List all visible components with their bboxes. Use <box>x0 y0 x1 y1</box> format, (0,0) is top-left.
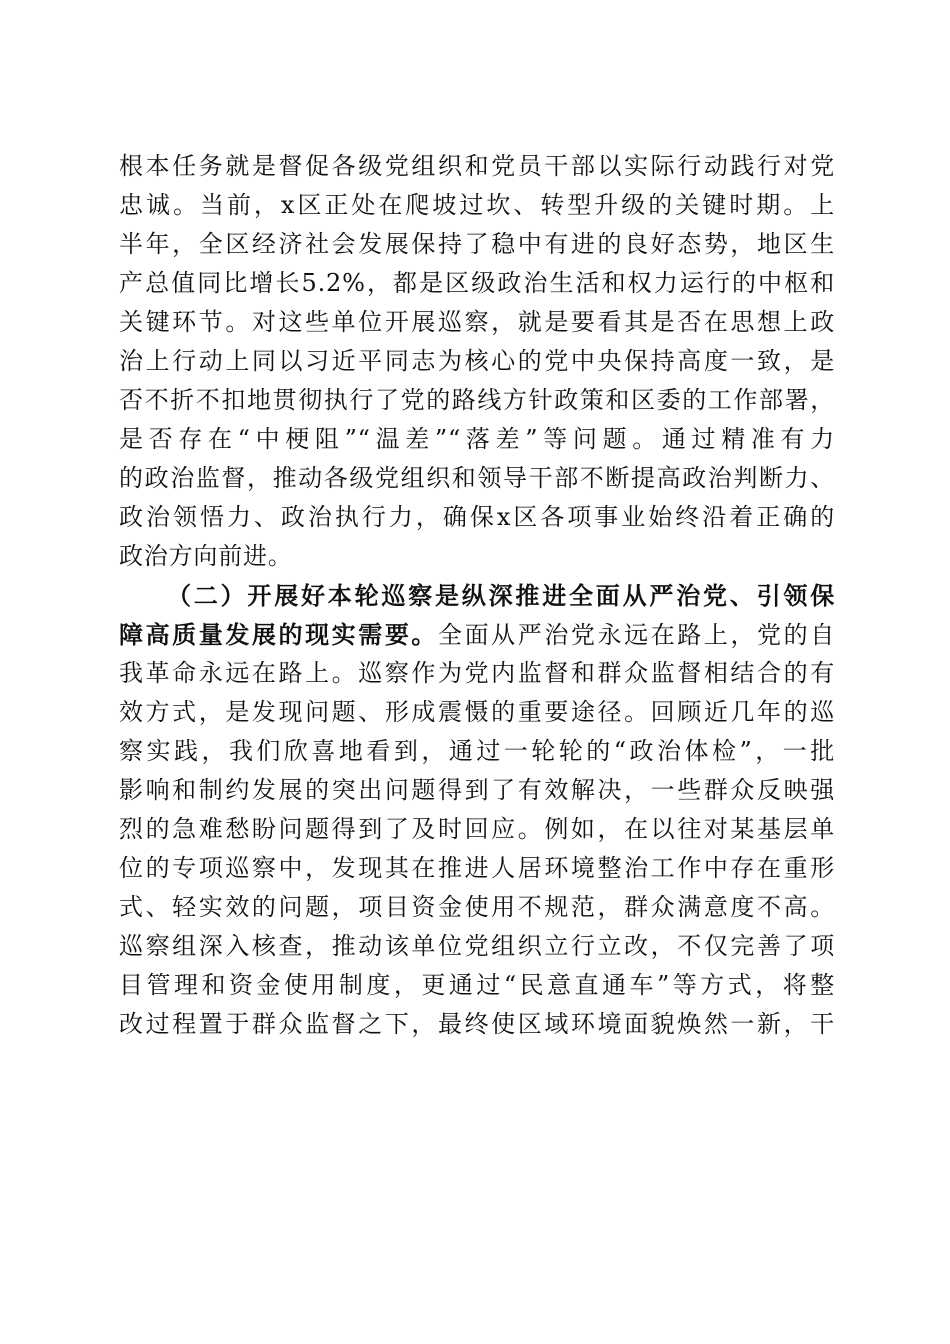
text-line: 改过程置于群众监督之下，最终使区域环境面貌焕然一新，干 <box>119 1010 835 1038</box>
text-line: 否不折不扣地贯彻执行了党的路线方针政策和区委的工作部署， <box>119 386 835 414</box>
text-span: 全面从严治党永远在路上，党的自 <box>438 621 835 649</box>
text-line: 忠诚。当前，x区正处在爬坡过坎、转型升级的关键时期。上 <box>119 191 835 219</box>
text-line: 影响和制约发展的突出问题得到了有效解决，一些群众反映强 <box>119 776 835 804</box>
document-body <box>119 147 835 1044</box>
text-line: 目管理和资金使用制度，更通过“民意直通车”等方式，将整 <box>119 971 835 999</box>
text-line: 根本任务就是督促各级党组织和党员干部以实际行动践行对党 <box>119 152 835 180</box>
text-line <box>119 615 835 654</box>
text-line: 效方式，是发现问题、形成震慑的重要途径。回顾近几年的巡 <box>119 698 835 726</box>
text-line: 治上行动上同以习近平同志为核心的党中央保持高度一致，是 <box>119 347 835 375</box>
text-line: 的政治监督，推动各级党组织和领导干部不断提高政治判断力、 <box>119 464 835 492</box>
text-line: 关键环节。对这些单位开展巡察，就是要看其是否在思想上政 <box>119 308 835 336</box>
text-line: 巡察组深入核查，推动该单位党组织立行立改，不仅完善了项 <box>119 932 835 960</box>
text-line: 我革命永远在路上。巡察作为党内监督和群众监督相结合的有 <box>119 659 835 687</box>
text-line: 产总值同比增长5.2%，都是区级政治生活和权力运行的中枢和 <box>119 269 835 297</box>
text-line: 政治方向前进。 <box>119 542 293 570</box>
text-line: 烈的急难愁盼问题得到了及时回应。例如，在以往对某基层单 <box>119 815 835 843</box>
text-line: 政治领悟力、政治执行力，确保x区各项事业始终沿着正确的 <box>119 503 835 531</box>
text-line: 半年，全区经济社会发展保持了稳中有进的良好态势，地区生 <box>119 230 835 258</box>
paragraph-1 <box>119 147 835 576</box>
text-line: 式、轻实效的问题，项目资金使用不规范，群众满意度不高。 <box>119 893 835 921</box>
section-heading-continuation: 障高质量发展的现实需要。 <box>119 620 439 649</box>
text-line: 位的专项巡察中，发现其在推进人居环境整治工作中存在重形 <box>119 854 835 882</box>
text-line: 是否存在“中梗阻”“温差”“落差”等问题。通过精准有力 <box>119 425 835 453</box>
text-line: 察实践，我们欣喜地看到，通过一轮轮的“政治体检”，一批 <box>119 737 835 765</box>
section-heading: （二）开展好本轮巡察是纵深推进全面从严治党、引领保 <box>167 581 835 610</box>
paragraph-2 <box>119 576 835 1044</box>
